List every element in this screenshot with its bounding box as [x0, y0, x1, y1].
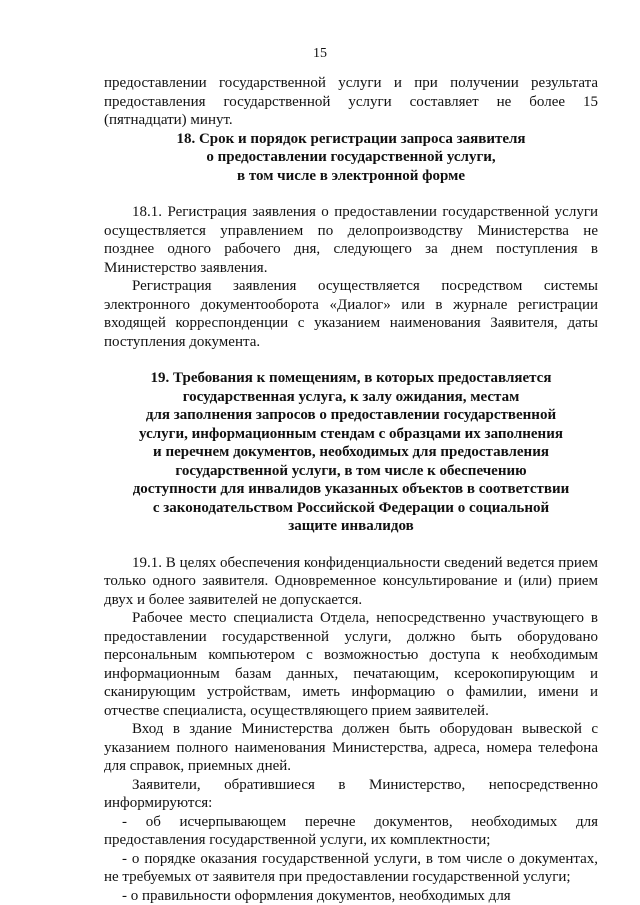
list-item: - об исчерпывающем перечне документов, необходимых для предоставления государственной услуги, их комплектности;: [104, 813, 598, 850]
section-19-paragraph: Рабочее место специалиста Отдела, непосредственно участвующего в предоставлении государственной услуги, должно быть оборудовано персональным компьютером с возможностью доступа к необходимым информационным базам данных, печатающим, ксерокопирующим и сканирующим устройствам, иметь информацию о фамилии, имени и отчестве специалиста, осуществляющего прием заявителей.: [104, 609, 598, 720]
section-18-heading-line: 18. Срок и порядок регистрации запроса заявителя: [104, 130, 598, 149]
page-number: 15: [0, 46, 640, 62]
section-18-paragraph: Регистрация заявления осуществляется посредством системы электронного документооборота «Диалог» или в журнале регистрации входящей корреспонденции с указанием наименования Заявителя, даты поступления документа.: [104, 277, 598, 351]
section-18-heading-line: о предоставлении государственной услуги,: [104, 148, 598, 167]
section-19-heading-line: защите инвалидов: [104, 517, 598, 536]
section-19-heading-line: услуги, информационным стендам с образцами их заполнения: [104, 425, 598, 444]
section-19-heading: [104, 369, 598, 536]
section-19-heading-line: для заполнения запросов о предоставлении государственной: [104, 406, 598, 425]
section-18-heading: [104, 130, 598, 186]
section-19-heading-line: и перечнем документов, необходимых для предоставления: [104, 443, 598, 462]
section-19-heading-line: доступности для инвалидов указанных объектов в соответствии: [104, 480, 598, 499]
section-19-heading-line: государственной услуги, в том числе к обеспечению: [104, 462, 598, 481]
section-19-paragraph: 19.1. В целях обеспечения конфиденциальности сведений ведется прием только одного заявителя. Одновременное консультирование и (или) прием двух и более заявителей не допускается.: [104, 554, 598, 610]
document-body: [104, 74, 598, 905]
section-19-paragraph: Вход в здание Министерства должен быть оборудован вывеской с указанием полного наименования Министерства, адреса, номера телефона для справок, приемных дней.: [104, 720, 598, 776]
intro-paragraph: предоставлении государственной услуги и при получении результата предоставления государственной услуги составляет не более 15 (пятнадцати) минут.: [104, 74, 598, 130]
section-18-heading-line: в том числе в электронной форме: [104, 167, 598, 186]
section-19-heading-line: с законодательством Российской Федерации о социальной: [104, 499, 598, 518]
section-19-heading-line: государственная услуга, к залу ожидания, местам: [104, 388, 598, 407]
section-18-paragraph: 18.1. Регистрация заявления о предоставлении государственной услуги осуществляется управлением по делопроизводству Министерства не позднее одного рабочего дня, следующего за днем поступления в Министерство заявления.: [104, 203, 598, 277]
list-item: - о правильности оформления документов, необходимых для: [104, 887, 598, 905]
list-item: - о порядке оказания государственной услуги, в том числе о документах, не требуемых от заявителя при предоставлении государственной услуги;: [104, 850, 598, 887]
section-19-heading-line: 19. Требования к помещениям, в которых предоставляется: [104, 369, 598, 388]
section-19-paragraph: Заявители, обратившиеся в Министерство, непосредственно информируются:: [104, 776, 598, 813]
